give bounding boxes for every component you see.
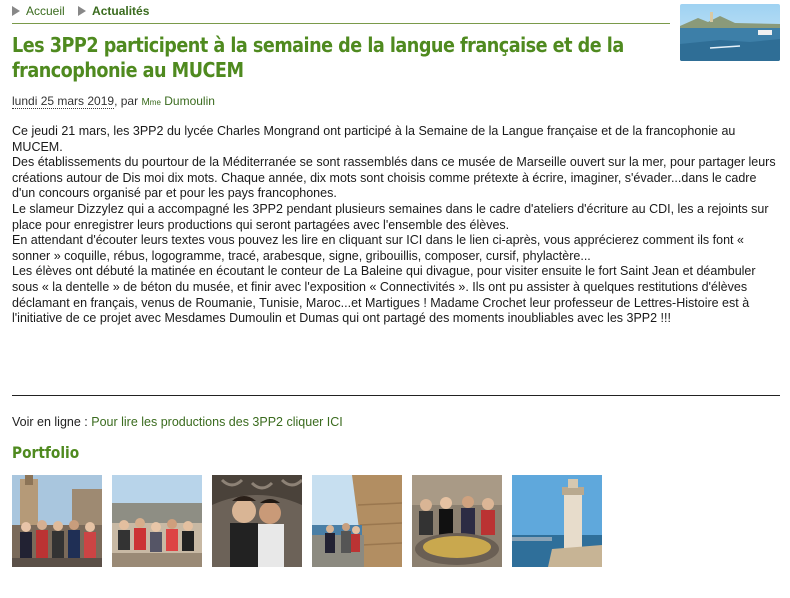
publication-date: lundi 25 mars 2019 [12,94,115,108]
section-divider [12,395,780,396]
author-title-m: M [141,97,150,108]
article-byline [12,94,215,108]
breadcrumb-current-link[interactable] [78,3,149,19]
portfolio-gallery [12,475,782,567]
portfolio-title: Portfolio [12,443,80,462]
article-paragraph: Ce jeudi 21 mars, les 3PP2 du lycée Charles Mongrand ont participé à la Semaine de la Langue française et de la francophonie au MUCEM. [12,124,736,154]
portfolio-photo-5[interactable] [412,475,502,567]
breadcrumb-home-label: Accueil [26,4,65,18]
portfolio-photo-1[interactable] [12,475,102,567]
productions-link[interactable]: Pour lire les productions des 3PP2 cliquer ICI [91,415,343,429]
portfolio-photo-6[interactable] [512,475,602,567]
byline-separator: , par [114,94,139,108]
section-logo-image [680,4,780,61]
article-body [12,124,778,327]
portfolio-photo-2[interactable] [112,475,202,567]
arrow-right-icon [78,6,86,16]
arrow-right-icon [12,6,20,16]
author-name: Dumoulin [164,94,215,108]
article-paragraph: Des établissements du pourtour de la Méditerranée se sont rassemblés dans ce musée de Marseille ouvert sur la mer, pour partager leurs créations autour de Dis moi dix mots. Chaque année, dix mots sont choisis comme prétexte à écrire, imaginer, s'évader...dans le cadre d'un concours organisé par et pour les pays francophones. [12,155,776,201]
article-page [12,0,782,598]
online-label: Voir en ligne : [12,415,88,429]
article-paragraph: Les élèves ont débuté la matinée en écoutant le conteur de La Baleine qui divague, pour visiter ensuite le fort Saint Jean et déambuler sous « la dentelle » de béton du musée, et finir avec l'exposition « Connectivités ». Ils ont pu assister à quelques restitutions d'élèves déclamant en français, venus de Roumanie, Tunisie, Maroc...et Martigues ! Madame Crochet leur professeur de Lettres-Histoire est à l'initiative de ce projet avec Mesdames Dumoulin et Dumas qui ont partagé des moments inoubliables avec les 3PP2 !!! [12,264,756,326]
article-title: Les 3PP2 participent à la semaine de la langue française et de la francophonie au MUCEM [12,33,624,82]
author-link[interactable] [141,94,215,108]
article-paragraph: Le slameur Dizzylez qui a accompagné les 3PP2 pendant plusieurs semaines dans le cadre d'ateliers d'écriture au CDI, les a rejoints sur place pour enregistrer leurs productions qui seront partagées avec l'ensemble des élèves. [12,201,769,232]
portfolio-photo-4[interactable] [312,475,402,567]
breadcrumb-current-label: Actualités [92,4,150,18]
breadcrumb-home-link[interactable] [12,3,65,19]
author-title-me: me [149,98,161,107]
article-paragraph: En attendant d'écouter leurs textes vous pouvez les lire en cliquant sur ICI dans le lien ci-après, vous apprécierez comment ils font « sonner » coquille, rébus, logogramme, tracé, arabesque, signe, gribouillis, composer, cursif, phylactère... [12,233,744,263]
breadcrumb [12,3,670,24]
portfolio-photo-3[interactable] [212,475,302,567]
online-link-row [12,415,343,429]
